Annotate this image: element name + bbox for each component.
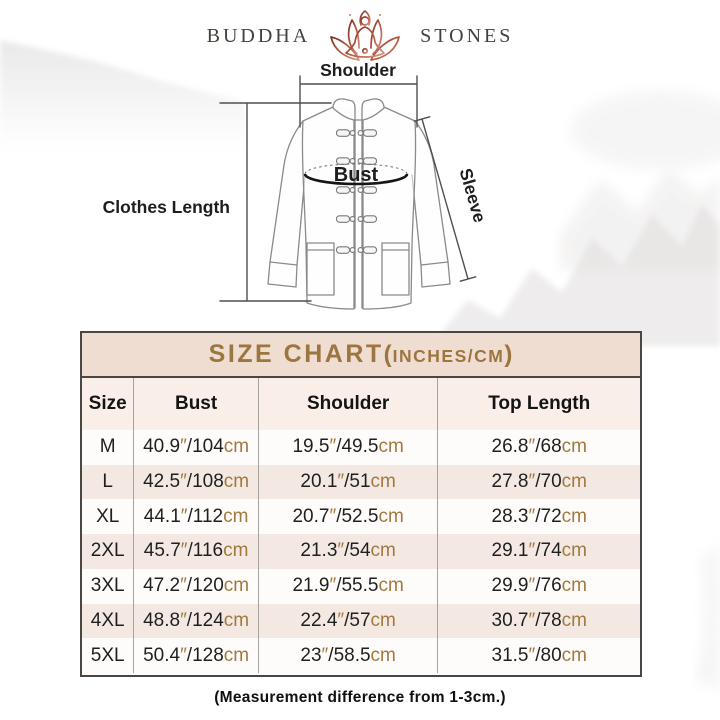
lotus-icon bbox=[323, 8, 407, 64]
jacket-outline bbox=[268, 99, 450, 309]
shoulder-cell bbox=[258, 638, 438, 673]
top-length-cell bbox=[438, 430, 640, 465]
table-row bbox=[82, 430, 640, 465]
size-cell bbox=[82, 569, 134, 604]
shoulder-value: 22.4″/57cm bbox=[300, 609, 396, 631]
size-cell bbox=[82, 499, 134, 534]
bust-value: 50.4″/128cm bbox=[143, 644, 250, 666]
bust-value: 47.2″/120cm bbox=[143, 575, 250, 597]
bust-cell bbox=[134, 499, 258, 534]
size-chart bbox=[80, 331, 642, 677]
bust-cell bbox=[134, 430, 258, 465]
measurement-note: (Measurement difference from 1-3cm.) bbox=[214, 689, 506, 706]
size-cell bbox=[82, 604, 134, 639]
size-value: 3XL bbox=[90, 575, 125, 597]
shoulder-label: Shoulder bbox=[320, 60, 396, 80]
shoulder-value: 19.5″/49.5cm bbox=[292, 436, 404, 458]
shoulder-value: 20.7″/52.5cm bbox=[292, 505, 404, 527]
size-cell bbox=[82, 465, 134, 500]
sleeve-label: Sleeve bbox=[455, 165, 491, 225]
shoulder-value: 21.3″/54cm bbox=[300, 540, 396, 562]
shoulder-cell bbox=[258, 430, 438, 465]
table-row bbox=[82, 569, 640, 604]
size-value: 4XL bbox=[90, 609, 125, 631]
size-cell bbox=[82, 430, 134, 465]
size-chart-table bbox=[82, 378, 640, 673]
bust-value: 44.1″/112cm bbox=[143, 505, 249, 527]
bust-value: 45.7″/116cm bbox=[143, 540, 249, 562]
table-row bbox=[82, 465, 640, 500]
brand-header bbox=[0, 8, 720, 64]
size-value: 2XL bbox=[90, 540, 125, 562]
bust-cell bbox=[134, 604, 258, 639]
mist-edge-bottom-right bbox=[695, 545, 720, 690]
size-chart-title-unit: (INCHES/CM) bbox=[383, 340, 514, 368]
frog-button-pair bbox=[337, 187, 377, 194]
size-rows bbox=[82, 430, 640, 673]
size-cell bbox=[82, 534, 134, 569]
shoulder-cell bbox=[258, 499, 438, 534]
shoulder-cell bbox=[258, 569, 438, 604]
size-chart-title bbox=[82, 333, 640, 378]
column-header-top-length: Top Length bbox=[438, 378, 640, 430]
top-length-value: 27.8″/70cm bbox=[491, 471, 587, 493]
top-length-value: 28.3″/72cm bbox=[491, 505, 587, 527]
bust-value: 40.9″/104cm bbox=[143, 436, 250, 458]
table-row bbox=[82, 638, 640, 673]
frog-button-pair bbox=[337, 130, 377, 137]
bust-value: 48.8″/124cm bbox=[143, 609, 250, 631]
top-length-value: 26.8″/68cm bbox=[491, 436, 587, 458]
top-length-cell bbox=[438, 465, 640, 500]
jacket-body bbox=[302, 107, 415, 309]
frog-button-pair bbox=[337, 216, 377, 223]
size-value: M bbox=[99, 436, 116, 458]
clothes-length-label: Clothes Length bbox=[102, 197, 230, 217]
bust-cell bbox=[134, 534, 258, 569]
size-chart-title-main: SIZE CHART bbox=[208, 340, 384, 368]
shoulder-cell bbox=[258, 465, 438, 500]
bust-label: Bust bbox=[333, 164, 379, 186]
top-length-cell bbox=[438, 569, 640, 604]
top-length-value: 30.7″/78cm bbox=[491, 609, 587, 631]
top-length-value: 31.5″/80cm bbox=[491, 644, 587, 666]
figure-hands bbox=[363, 49, 367, 53]
top-length-cell bbox=[438, 638, 640, 673]
lotus-dot-right bbox=[379, 14, 381, 16]
shoulder-cell bbox=[258, 534, 438, 569]
bust-cell bbox=[134, 569, 258, 604]
bust-value: 42.5″/108cm bbox=[143, 471, 250, 493]
column-header-size: Size bbox=[82, 378, 134, 430]
column-header-bust: Bust bbox=[134, 378, 258, 430]
bust-cell bbox=[134, 638, 258, 673]
frog-button-pair bbox=[337, 247, 377, 254]
size-cell bbox=[82, 638, 134, 673]
bust-cell bbox=[134, 465, 258, 500]
top-length-cell bbox=[438, 604, 640, 639]
top-length-cell bbox=[438, 534, 640, 569]
size-chart-header-row bbox=[82, 378, 640, 430]
size-value: 5XL bbox=[90, 644, 125, 666]
column-header-shoulder: Shoulder bbox=[258, 378, 438, 430]
table-row bbox=[82, 534, 640, 569]
top-length-value: 29.1″/74cm bbox=[491, 540, 587, 562]
lotus-dot-left bbox=[349, 14, 351, 16]
table-row bbox=[82, 499, 640, 534]
shoulder-value: 23″/58.5cm bbox=[300, 644, 396, 666]
top-length-value: 29.9″/76cm bbox=[491, 575, 587, 597]
brand-name-left: BUDDHA bbox=[206, 24, 311, 47]
shoulder-cell bbox=[258, 604, 438, 639]
shoulder-value: 21.9″/55.5cm bbox=[292, 575, 404, 597]
shoulder-value: 20.1″/51cm bbox=[300, 471, 396, 493]
size-value: L bbox=[102, 471, 113, 493]
size-value: XL bbox=[96, 505, 120, 527]
figure-head bbox=[361, 17, 369, 25]
brand-name-right: STONES bbox=[420, 24, 514, 47]
table-row bbox=[82, 604, 640, 639]
top-length-cell bbox=[438, 499, 640, 534]
